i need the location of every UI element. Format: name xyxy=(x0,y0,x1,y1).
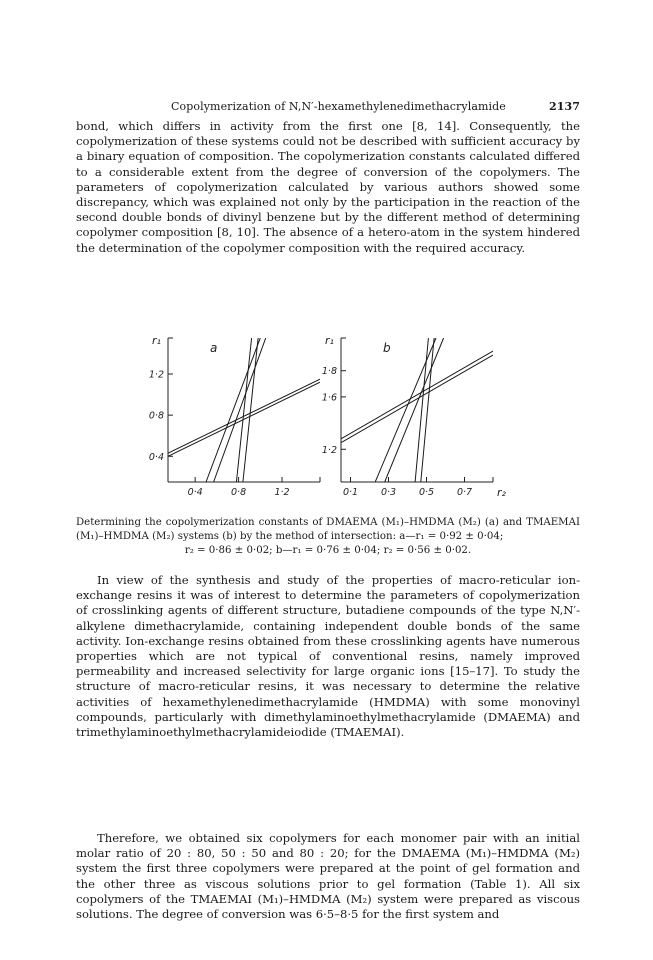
figure-svg xyxy=(76,330,580,510)
series-group xyxy=(341,338,493,482)
y-axis-label: r₁ xyxy=(325,334,334,347)
series-line xyxy=(168,382,320,456)
series-line xyxy=(214,338,266,482)
paragraph-3: Therefore, we obtained six copolymers for each monomer pair with an initial molar ratio of 20 : 80, 50 : 50 and 80 : 20; for the DMAEMA (M₁)–HMDMA (M₂) system the first three copolymers were prepared at the point of gel formation and the other three as viscous solutions prior to gel formation (Table 1). All six copolymers of the TMAEMAI (M₁)–HMDMA (M₂) system were prepared as viscous solutions. The degree of conversion was 6·5–8·5 for the first system and xyxy=(76,831,580,922)
caption-line-1: Determining the copolymerization constants of DMAEMA (M₁)–HMDMA (M₂) (a) and TMAEMAI (M₁)–HMDMA (M₂) systems (b) by the method of intersection: a—r₁ = 0·92 ± 0·04; xyxy=(76,517,580,543)
figure-caption xyxy=(76,516,580,559)
series-line xyxy=(341,351,493,439)
panel-label: b xyxy=(383,341,391,355)
series-line xyxy=(341,355,493,443)
y-tick-label: 0·8 xyxy=(148,410,164,422)
y-tick-label: 1·6 xyxy=(321,392,337,404)
x-tick-label: 0·8 xyxy=(231,487,247,498)
figure-intersection-plots xyxy=(76,330,580,510)
y-tick-label: 1·8 xyxy=(321,366,337,378)
y-tick-label: 1·2 xyxy=(321,444,337,456)
chart-panel-b xyxy=(322,334,507,499)
series-line xyxy=(385,338,444,482)
y-tick-label: 1·2 xyxy=(148,369,164,381)
y-axis-label: r₁ xyxy=(152,334,161,347)
paragraph-1: bond, which differs in activity from the first one [8, 14]. Consequently, the copolymerization of these systems could not be described with sufficient accuracy by a binary equation of composition. The copolymerization constants calculated differed to a considerable extent from the degree of conversion of the copolymers. The parameters of copolymerization calculated by various authors showed some discrepancy, which was explained not only by the participation in the reaction of the second double bonds of divinyl benzene but by the different method of determining copolymer composition [8, 10]. The absence of a hetero-atom in the system hindered the determination of the copolymer composition with the required accuracy. xyxy=(76,119,580,255)
x-axis-label: r₂ xyxy=(497,486,506,499)
page-number: 2137 xyxy=(548,100,580,113)
series-line xyxy=(206,338,260,482)
chart-panel-a xyxy=(149,334,320,498)
x-tick-label: 1·2 xyxy=(274,487,290,498)
x-tick-label: 0·7 xyxy=(456,487,473,498)
x-tick-label: 0·3 xyxy=(380,487,397,498)
series-line xyxy=(421,338,434,482)
x-tick-label: 0·5 xyxy=(418,487,435,498)
caption-line-2: r₂ = 0·86 ± 0·02; b—r₁ = 0·76 ± 0·04; r₂ = 0·56 ± 0·02. xyxy=(184,545,472,557)
series-line xyxy=(236,338,251,482)
x-tick-label: 0·4 xyxy=(187,487,203,498)
panel-label: a xyxy=(210,341,218,355)
series-line xyxy=(168,379,320,453)
y-tick-label: 0·4 xyxy=(148,451,164,463)
x-tick-label: 0·1 xyxy=(342,487,359,498)
series-line xyxy=(415,338,428,482)
running-title: Copolymerization of N,N′-hexamethylenedimethacrylamide xyxy=(171,100,506,113)
paragraph-2: In view of the synthesis and study of the properties of macro-reticular ion-exchange resins it was of interest to determine the parameters of copolymerization of crosslinking agents of different structure, butadiene compounds of the type N,N′-alkylene dimethacrylamide, containing independent double bonds of the same activity. Ion-exchange resins obtained from these crosslinking agents have numerous properties which are not typical of conventional resins, namely improved permeability and increased selectivity for large organic ions [15–17]. To study the structure of macro-reticular resins, it was necessary to determine the relative activities of hexamethylenedimethacrylamide (HMDMA) with some monovinyl compounds, particularly with dimethylaminoethylmethacrylamide (DMAEMA) and trimethylaminoethylmethacrylamideiodide (TMAEMAI). xyxy=(76,573,580,740)
series-group xyxy=(168,338,320,482)
